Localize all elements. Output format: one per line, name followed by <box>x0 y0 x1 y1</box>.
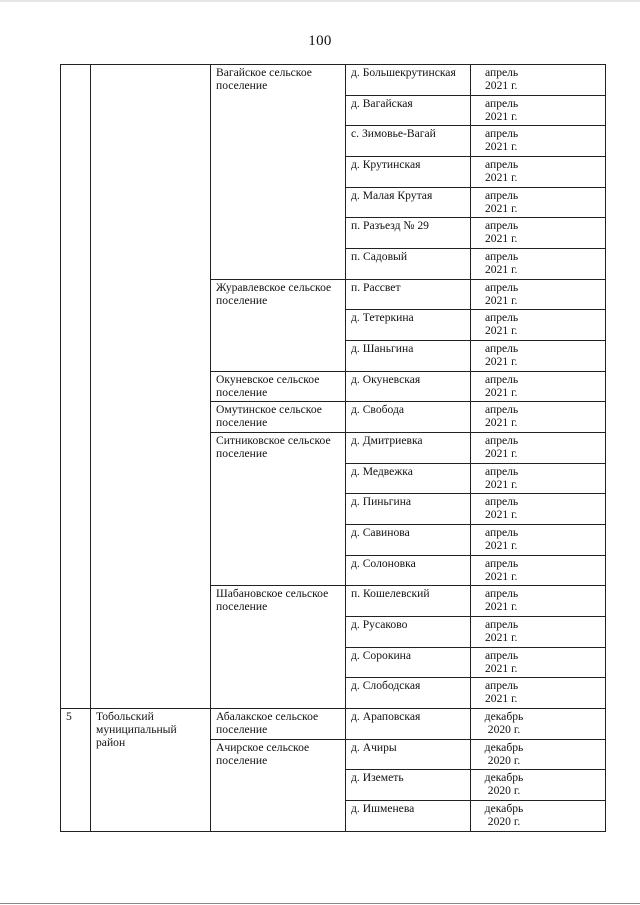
date-month: апрель <box>485 526 519 540</box>
village-cell: д. Сорокина <box>346 647 471 678</box>
settlement-cell: Шабановское сельское поселение <box>211 586 346 709</box>
settlement-cell: Ситниковское сельское поселение <box>211 433 346 586</box>
date-month: апрель <box>485 219 519 233</box>
settlement-cell: Омутинское сельское поселение <box>211 402 346 433</box>
village-cell: д. Большекрутинская <box>346 65 471 96</box>
date-cell <box>471 555 606 586</box>
date-month: апрель <box>485 464 519 478</box>
date-cell <box>471 157 606 188</box>
settlement-cell: Абалакское сельское поселение <box>211 709 346 740</box>
date-cell <box>471 402 606 433</box>
date-month: декабрь <box>484 802 524 816</box>
date-year: 2021 г. <box>485 79 518 92</box>
village-cell: п. Кошелевский <box>346 586 471 617</box>
date-cell <box>471 647 606 678</box>
date-month: апрель <box>485 250 519 264</box>
settlements-table-body <box>61 65 606 832</box>
village-cell: п. Садовый <box>346 249 471 280</box>
village-cell: д. Пиньгина <box>346 494 471 525</box>
date-year: 2021 г. <box>485 569 518 583</box>
date-cell <box>471 371 606 402</box>
date-year: 2021 г. <box>485 201 518 215</box>
date-month: апрель <box>485 96 519 110</box>
settlement-cell: Ачирское сельское поселение <box>211 739 346 831</box>
village-cell: д. Свобода <box>346 402 471 433</box>
date-month: декабрь <box>484 771 524 785</box>
settlement-cell: Окуневское сельское поселение <box>211 371 346 402</box>
date-month: апрель <box>485 158 519 172</box>
page-number: 100 <box>308 33 332 49</box>
date-cell <box>471 770 606 801</box>
date-cell <box>471 187 606 218</box>
date-cell <box>471 433 606 464</box>
date-cell <box>471 586 606 617</box>
date-month: апрель <box>485 372 519 386</box>
village-cell: д. Ишменева <box>346 801 471 832</box>
date-cell <box>471 525 606 556</box>
date-year: 2021 г. <box>485 416 518 430</box>
date-year: 2021 г. <box>485 447 518 461</box>
settlements-table <box>60 64 606 832</box>
date-year: 2021 г. <box>485 171 518 185</box>
date-cell <box>471 249 606 280</box>
village-cell: д. Дмитриевка <box>346 433 471 464</box>
district-cell <box>91 65 211 709</box>
date-year: 2021 г. <box>485 355 518 369</box>
date-cell <box>471 739 606 770</box>
scan-top-edge <box>0 0 640 2</box>
date-year: 2021 г. <box>485 539 518 553</box>
village-cell: п. Рассвет <box>346 279 471 310</box>
date-cell <box>471 463 606 494</box>
date-month: апрель <box>485 188 519 202</box>
date-cell <box>471 494 606 525</box>
date-year: 2021 г. <box>485 324 518 338</box>
village-cell: д. Окуневская <box>346 371 471 402</box>
village-cell: д. Шаньгина <box>346 341 471 372</box>
village-cell: д. Вагайская <box>346 95 471 126</box>
date-year: 2021 г. <box>485 508 518 522</box>
date-cell <box>471 617 606 648</box>
page-bottom-edge <box>0 903 640 904</box>
settlements-table-container <box>60 64 605 832</box>
village-cell: д. Иземеть <box>346 770 471 801</box>
date-month: апрель <box>485 587 519 601</box>
village-cell: д. Крутинская <box>346 157 471 188</box>
village-cell: д. Савинова <box>346 525 471 556</box>
date-cell <box>471 310 606 341</box>
settlement-cell: Вагайское сельское поселение <box>211 65 346 280</box>
date-cell <box>471 126 606 157</box>
village-cell: д. Русаково <box>346 617 471 648</box>
date-month: декабрь <box>484 740 524 754</box>
date-year: 2020 г. <box>487 753 521 767</box>
date-month: апрель <box>485 66 519 79</box>
settlement-cell: Журавлевское сельское поселение <box>211 279 346 371</box>
date-month: апрель <box>485 495 519 509</box>
date-cell <box>471 95 606 126</box>
district-cell: Тобольский муниципальный район <box>91 709 211 832</box>
date-month: апрель <box>485 556 519 570</box>
date-year: 2020 г. <box>487 815 521 829</box>
date-year: 2021 г. <box>485 140 518 154</box>
table-row <box>61 65 606 96</box>
date-year: 2021 г. <box>485 263 518 277</box>
date-year: 2021 г. <box>485 232 518 246</box>
date-year: 2021 г. <box>485 631 518 645</box>
date-year: 2020 г. <box>487 784 521 798</box>
village-cell: д. Малая Крутая <box>346 187 471 218</box>
date-month: декабрь <box>484 710 524 724</box>
village-cell: д. Солоновка <box>346 555 471 586</box>
village-cell: д. Араповская <box>346 709 471 740</box>
date-month: апрель <box>485 679 519 693</box>
date-month: апрель <box>485 311 519 325</box>
village-cell: д. Тетеркина <box>346 310 471 341</box>
village-cell: д. Слободская <box>346 678 471 709</box>
date-cell <box>471 65 606 96</box>
date-month: апрель <box>485 403 519 417</box>
row-number-cell: 5 <box>61 709 91 832</box>
date-cell <box>471 279 606 310</box>
village-cell: с. Зимовье-Вагай <box>346 126 471 157</box>
date-year: 2021 г. <box>485 661 518 675</box>
date-year: 2020 г. <box>487 723 521 737</box>
table-row <box>61 709 606 740</box>
date-year: 2021 г. <box>485 293 518 307</box>
village-cell: д. Медвежка <box>346 463 471 494</box>
date-year: 2021 г. <box>485 477 518 491</box>
date-cell <box>471 341 606 372</box>
village-cell: п. Разъезд № 29 <box>346 218 471 249</box>
date-year: 2021 г. <box>485 600 518 614</box>
date-month: апрель <box>485 342 519 356</box>
date-month: апрель <box>485 648 519 662</box>
date-year: 2021 г. <box>485 109 518 123</box>
date-month: апрель <box>485 280 519 294</box>
date-year: 2021 г. <box>485 692 518 706</box>
row-number-cell <box>61 65 91 709</box>
date-cell <box>471 218 606 249</box>
date-month: апрель <box>485 618 519 632</box>
date-cell <box>471 678 606 709</box>
date-month: апрель <box>485 127 519 141</box>
date-cell <box>471 709 606 740</box>
date-year: 2021 г. <box>485 385 518 399</box>
date-month: апрель <box>485 434 519 448</box>
village-cell: д. Ачиры <box>346 739 471 770</box>
date-cell <box>471 801 606 832</box>
